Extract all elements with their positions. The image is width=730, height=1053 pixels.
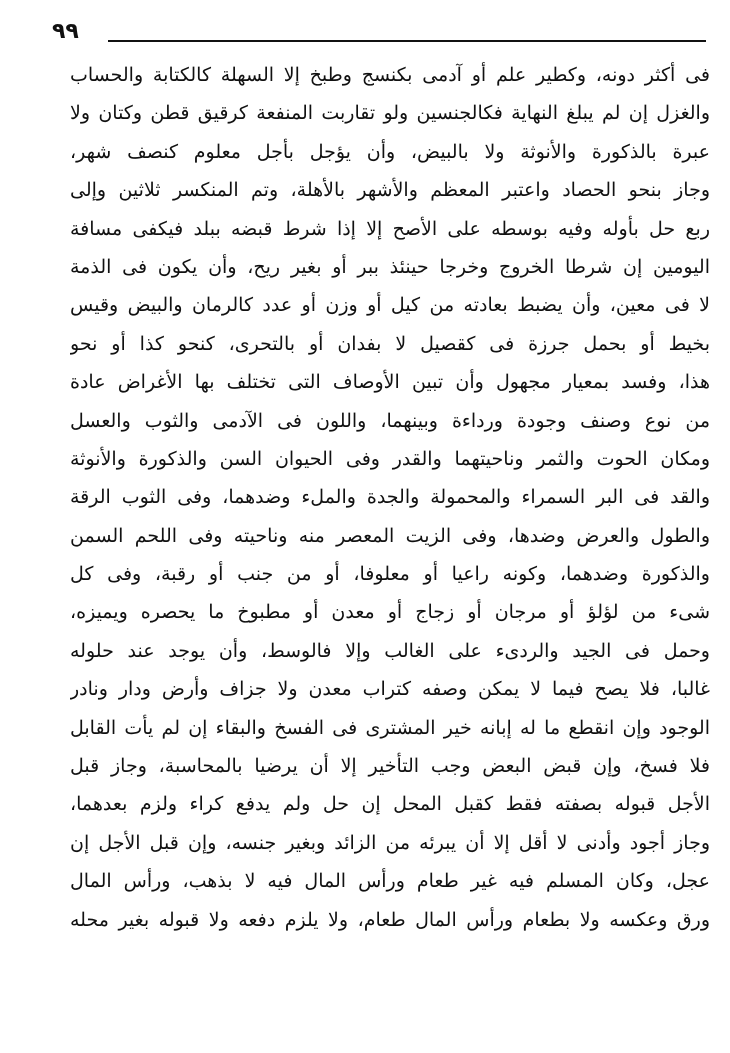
text-line: اليومين إن شرطا الخروج وخرجا حينئذ ببر أو بغير ريح، وأن يكون فى الذمة <box>70 255 710 278</box>
text-line: بخيط أو بحمل جرزة فى كقصيل لا بفدان أو بالتحرى، كنحو كذا أو نحو <box>70 332 710 355</box>
text-line: هذا، وفسد بمعيار مجهول وأن تبين الأوصاف التى تختلف بها الأغراض عادة <box>70 371 710 394</box>
text-line: ربع حل بأوله وفيه بوسطه على الأصح إلا إذا شرط قبضه ببلد فيكفى مسافة <box>70 217 710 240</box>
text-line: شىء من لؤلؤ أو مرجان أو زجاج أو معدن أو مطبوخ ما يحصره ويميزه، <box>70 601 710 624</box>
text-line: عبرة بالذكورة والأنوثة ولا بالبيض، وأن يؤجل بأجل معلوم كنصف شهر، <box>70 140 710 163</box>
text-line: الوجود وإن انقطع ما له إبانه خير المشترى فى الفسخ والبقاء إن لم يأت القابل <box>70 716 710 739</box>
text-line: ورق وعكسه ولا بطعام ورأس المال طعام، ولا يلزم دفعه ولا قبوله بغير محله <box>70 908 710 931</box>
text-line: الأجل قبوله بصفته فقط كقبل المحل إن حل ولم يدفع كراء ولزم بعدهما، <box>70 793 710 816</box>
text-line: فلا فسخ، وإن قبض البعض وجب التأخير إلا أن يرضيا بالمحاسبة، وجاز قبل <box>70 755 710 778</box>
text-line: فى أكثر دونه، وكطير علم أو آدمى بكنسج وطبخ إلا السهلة كالكتابة والحساب <box>70 64 710 86</box>
text-line: ومكان الحوت والثمر وناحيتهما والقدر وفى الحيوان السن والذكورة والأنوثة <box>70 447 710 470</box>
text-line: وجاز بنحو الحصاد واعتبر المعظم والأشهر بالأهلة، وتم المنكسر ثلاثين وإلى <box>70 179 710 202</box>
body-text <box>70 56 710 939</box>
text-line: وحمل فى الجيد والردىء على الغالب وإلا فالوسط، وأن يوجد عند حلوله <box>70 639 710 662</box>
header-rule <box>108 40 706 42</box>
text-line: والذكورة وضدهما، وكونه راعيا أو معلوفا، أو من جنب أو رقبة، وفى كل <box>70 563 710 586</box>
page-number: ٩٩ <box>52 19 79 44</box>
text-line: والطول والعرض وضدها، وفى الزيت المعصر منه وناحيته وفى اللحم السمن <box>70 524 710 547</box>
text-line: غالبا، فلا يصح فيما لا يمكن وصفه كتراب معدن ولا جزاف وأرض ودار ونادر <box>70 678 710 701</box>
text-line: عجل، وكان المسلم فيه غير طعام ورأس المال فيه لا بذهب، ورأس المال <box>70 870 710 893</box>
text-line: لا فى معين، وأن يضبط بعادته من كيل أو وزن أو عدد كالرمان والبيض وقيس <box>70 294 710 317</box>
text-line: والقد فى البر السمراء والمحمولة والجدة والملء وضدهما، وفى الثوب الرقة <box>70 486 710 509</box>
text-line: والغزل إن لم يبلغ النهاية فكالجنسين ولو تقاربت المنفعة كرقيق قطن وكتان ولا <box>70 102 710 125</box>
text-line: وجاز أجود وأدنى لا أقل إلا أن يبرئه من الزائد وبغير جنسه، وإن قبل الأجل إن <box>70 831 710 854</box>
text-line: من نوع وصنف وجودة ورداءة وبينهما، واللون فى الآدمى والثوب والعسل <box>70 409 710 432</box>
